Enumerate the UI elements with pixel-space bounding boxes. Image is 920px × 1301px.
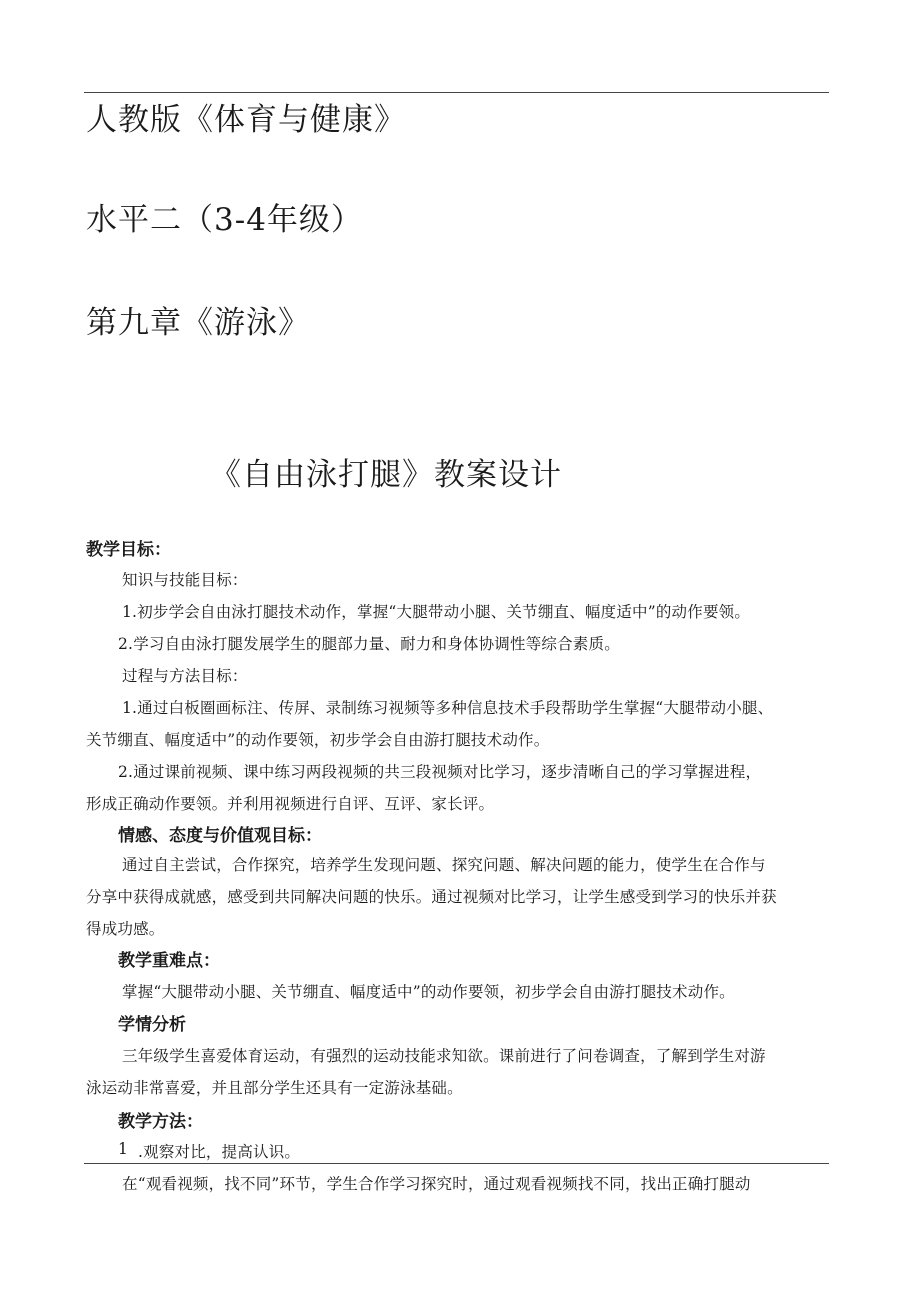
methods-item-1-text: .观察对比，提高认识。 — [138, 1143, 301, 1161]
emotion-heading: 情感、态度与价值观目标： — [118, 826, 322, 846]
process-item-2-line-1: 2.通过课前视频、课中练习两段视频的共三段视频对比学习，逐步清晰自己的学习掌握进程， — [118, 763, 762, 781]
emotion-line-3: 得成功感。 — [86, 920, 165, 938]
header-chapter: 第九章《游泳》 — [86, 305, 310, 341]
analysis-line-2: 泳运动非常喜爱，并且部分学生还具有一定游泳基础。 — [86, 1079, 463, 1097]
knowledge-item-1: 1.初步学会自由泳打腿技术动作，掌握“大腿带动小腿、关节绷直、幅度适中”的动作要领。 — [122, 603, 751, 621]
document-title: 《自由泳打腿》教案设计 — [210, 457, 562, 493]
knowledge-heading: 知识与技能目标： — [122, 571, 248, 589]
header-level: 水平二（3-4年级） — [86, 202, 363, 238]
methods-heading: 教学方法： — [118, 1112, 203, 1132]
process-item-1-line-2: 关节绷直、幅度适中”的动作要领，初步学会自由游打腿技术动作。 — [86, 731, 550, 749]
methods-paragraph: 在“观看视频，找不同”环节，学生合作学习探究时，通过观看视频找不同，找出正确打腿动 — [122, 1175, 751, 1193]
goals-heading: 教学目标： — [86, 540, 171, 560]
header-textbook: 人教版《体育与健康》 — [86, 102, 406, 138]
process-item-1-line-1: 1.通过白板圈画标注、传屏、录制练习视频等多种信息技术手段帮助学生掌握“大腿带动小腿、 — [122, 699, 774, 717]
process-heading: 过程与方法目标： — [122, 667, 248, 685]
analysis-heading: 学情分析 — [118, 1015, 186, 1035]
key-points-heading: 教学重难点： — [118, 951, 220, 971]
knowledge-item-2: 2.学习自由泳打腿发展学生的腿部力量、耐力和身体协调性等综合素质。 — [118, 635, 620, 653]
footnote-rule — [84, 1163, 829, 1164]
methods-item-1-number: 1 — [118, 1140, 129, 1158]
emotion-line-2: 分享中获得成就感，感受到共同解决问题的快乐。通过视频对比学习，让学生感受到学习的快乐并获 — [86, 888, 777, 906]
key-points-line: 掌握“大腿带动小腿、关节绷直、幅度适中”的动作要领，初步学会自由游打腿技术动作。 — [122, 983, 735, 1001]
top-rule — [84, 92, 829, 93]
process-item-2-line-2: 形成正确动作要领。并利用视频进行自评、互评、家长评。 — [86, 795, 495, 813]
emotion-line-1: 通过自主尝试，合作探究，培养学生发现问题、探究问题、解决问题的能力，使学生在合作与 — [122, 856, 766, 874]
analysis-line-1: 三年级学生喜爱体育运动，有强烈的运动技能求知欲。课前进行了问卷调查，了解到学生对游 — [122, 1047, 766, 1065]
